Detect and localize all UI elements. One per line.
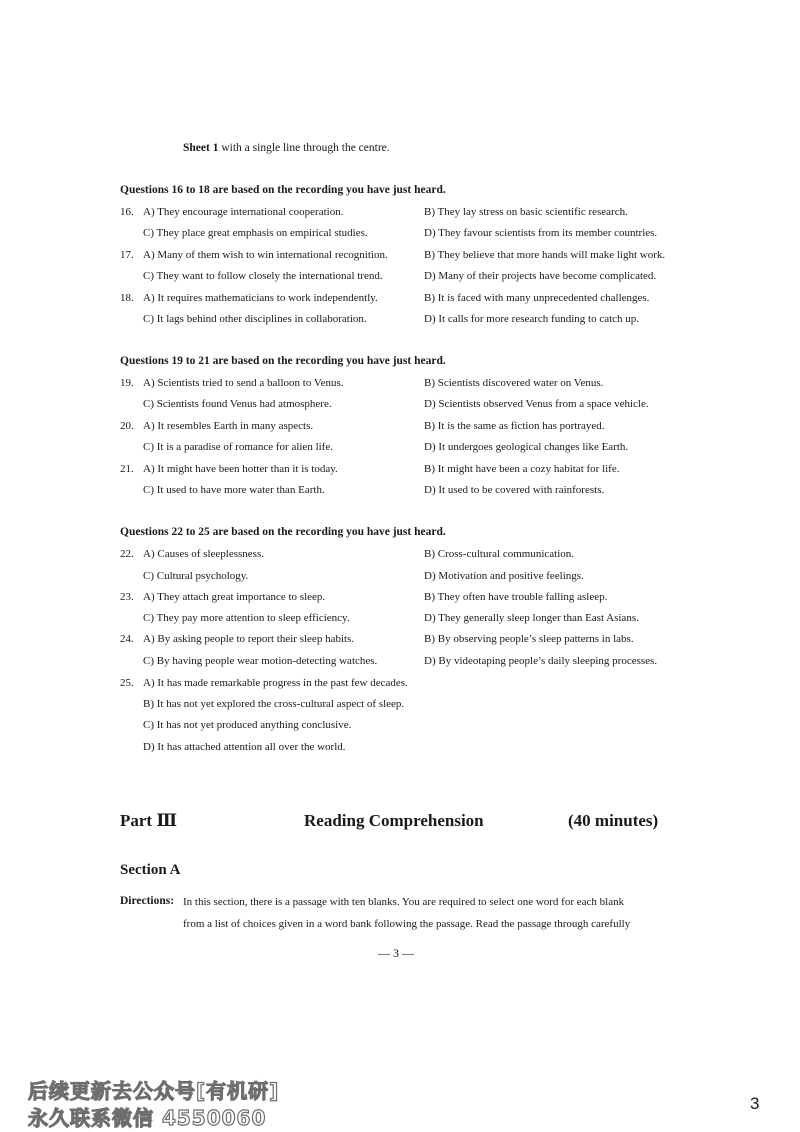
option-a: A) Causes of sleeplessness.	[143, 548, 264, 560]
option-c: C) It is a paradise of romance for alien life.	[143, 441, 333, 453]
option-c: C) Cultural psychology.	[143, 570, 249, 582]
question-17-row-2	[0, 266, 800, 286]
option-c: C) They place great emphasis on empirical studies.	[143, 227, 368, 239]
option-d: D) Motivation and positive feelings.	[424, 570, 584, 582]
option-d: D) It has attached attention all over the world.	[143, 741, 346, 753]
watermark-line-1: 后续更新去公众号[有机研]	[28, 1079, 280, 1103]
option-b: B) It might have been a cozy habitat for life.	[424, 463, 620, 475]
option-d: D) It used to be covered with rainforests.	[424, 484, 605, 496]
watermark-line-2: 永久联系微信 4550060	[28, 1106, 267, 1130]
option-d: D) Many of their projects have become complicated.	[424, 270, 657, 282]
question-22-row-2	[0, 566, 800, 586]
question-21-row-2	[0, 480, 800, 500]
question-22-row-1	[0, 544, 800, 564]
option-c: C) By having people wear motion-detecting watches.	[143, 655, 378, 667]
question-19-row-1	[0, 373, 800, 393]
questions-22-25-heading: Questions 22 to 25 are based on the recording you have just heard.	[120, 526, 446, 538]
question-number: 24.	[120, 633, 134, 645]
question-number: 20.	[120, 420, 134, 432]
option-d: D) By videotaping people’s daily sleeping processes.	[424, 655, 658, 667]
part-title: Reading Comprehension	[304, 811, 484, 830]
question-16-row-2	[0, 223, 800, 243]
option-d: D) It calls for more research funding to catch up.	[424, 313, 640, 325]
option-c: C) They want to follow closely the international trend.	[143, 270, 383, 282]
question-16-row-1	[0, 202, 800, 222]
option-d: D) Scientists observed Venus from a space vehicle.	[424, 398, 649, 410]
directions-label: Directions:	[120, 895, 175, 907]
option-d: D) They generally sleep longer than East Asians.	[424, 612, 639, 624]
directions-line-2: from a list of choices given in a word bank following the passage. Read the passage through carefully	[183, 918, 631, 930]
option-a: A) It resembles Earth in many aspects.	[143, 420, 314, 432]
question-18-row-2	[0, 309, 800, 329]
questions-19-21-heading: Questions 19 to 21 are based on the recording you have just heard.	[120, 355, 446, 367]
question-23-row-2	[0, 608, 800, 628]
option-b: B) It has not yet explored the cross-cultural aspect of sleep.	[143, 698, 405, 710]
question-17-row-1	[0, 245, 800, 265]
option-b: B) By observing people’s sleep patterns in labs.	[424, 633, 634, 645]
option-b: B) They lay stress on basic scientific research.	[424, 206, 628, 218]
part-label: Part Ⅲ	[120, 811, 178, 830]
option-b: B) Cross-cultural communication.	[424, 548, 574, 560]
option-c: C) It has not yet produced anything conclusive.	[143, 719, 352, 731]
option-b: B) They often have trouble falling asleep.	[424, 591, 608, 603]
part-time: (40 minutes)	[568, 811, 659, 830]
option-a: A) They encourage international cooperation.	[143, 206, 344, 218]
question-number: 23.	[120, 591, 134, 603]
option-a: A) Scientists tried to send a balloon to Venus.	[143, 377, 344, 389]
question-18-row-1	[0, 288, 800, 308]
question-21-row-1	[0, 459, 800, 479]
option-b: B) It is the same as fiction has portrayed.	[424, 420, 605, 432]
sheet-note-bold: Sheet 1	[183, 142, 219, 154]
question-number: 18.	[120, 292, 134, 304]
option-c: C) Scientists found Venus had atmosphere.	[143, 398, 332, 410]
option-a: A) It has made remarkable progress in the past few decades.	[143, 677, 408, 689]
question-23-row-1	[0, 587, 800, 607]
question-25-row-1	[0, 673, 800, 693]
option-b: B) Scientists discovered water on Venus.	[424, 377, 604, 389]
question-number: 25.	[120, 677, 134, 689]
option-a: A) It requires mathematicians to work independently.	[143, 292, 378, 304]
question-number: 22.	[120, 548, 134, 560]
question-24-row-1	[0, 629, 800, 649]
question-number: 16.	[120, 206, 134, 218]
watermark	[28, 1078, 279, 1132]
directions-line-1: In this section, there is a passage with ten blanks. You are required to select one word for each blank	[183, 896, 625, 908]
option-a: A) They attach great importance to sleep.	[143, 591, 326, 603]
question-number: 21.	[120, 463, 134, 475]
option-c: C) It used to have more water than Earth.	[143, 484, 325, 496]
option-c: C) They pay more attention to sleep efficiency.	[143, 612, 350, 624]
option-a: A) By asking people to report their sleep habits.	[143, 633, 355, 645]
option-d: D) They favour scientists from its member countries.	[424, 227, 658, 239]
option-b: B) They believe that more hands will make light work.	[424, 249, 666, 261]
questions-16-18-heading: Questions 16 to 18 are based on the recording you have just heard.	[120, 184, 446, 196]
question-19-row-2	[0, 394, 800, 414]
section-a-heading: Section A	[120, 862, 181, 878]
question-number: 19.	[120, 377, 134, 389]
question-25-row-2	[0, 694, 800, 714]
sheet-note	[183, 142, 390, 154]
option-a: A) Many of them wish to win international recognition.	[143, 249, 388, 261]
page-footer-number: — 3 —	[378, 946, 414, 960]
question-25-row-3	[0, 715, 800, 735]
question-20-row-2	[0, 437, 800, 457]
corner-page-number: 3	[750, 1094, 760, 1113]
question-25-row-4	[0, 737, 800, 757]
option-d: D) It undergoes geological changes like Earth.	[424, 441, 629, 453]
question-24-row-2	[0, 651, 800, 671]
option-a: A) It might have been hotter than it is today.	[143, 463, 338, 475]
sheet-note-rest: with a single line through the centre.	[218, 142, 390, 154]
question-number: 17.	[120, 249, 134, 261]
option-b: B) It is faced with many unprecedented challenges.	[424, 292, 650, 304]
option-c: C) It lags behind other disciplines in collaboration.	[143, 313, 367, 325]
question-20-row-1	[0, 416, 800, 436]
